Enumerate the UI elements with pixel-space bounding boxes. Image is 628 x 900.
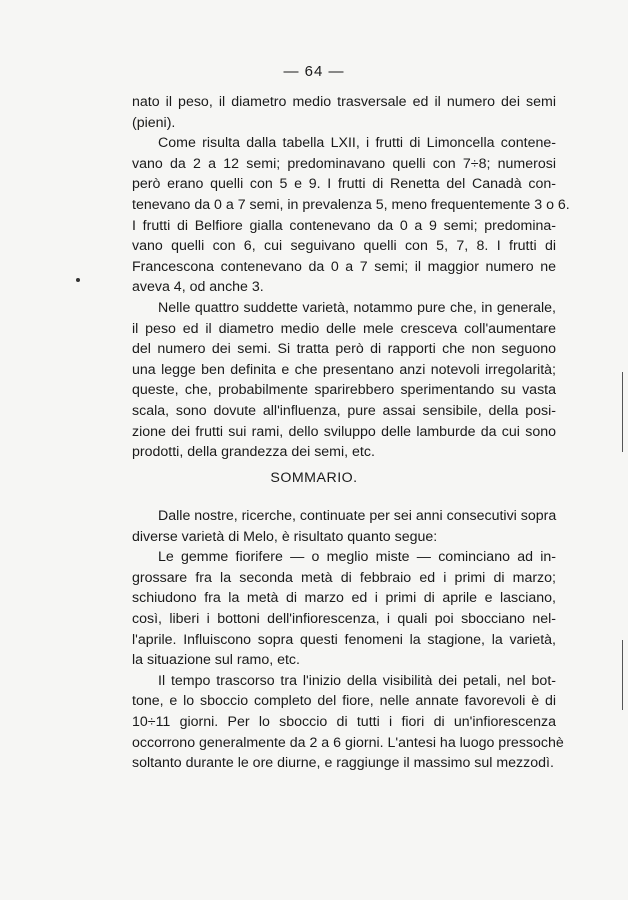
scan-edge-mark	[622, 640, 623, 710]
text-line: il peso ed il diametro medio delle mele cresceva coll'aumentare	[132, 320, 556, 337]
text-block-summary	[132, 506, 564, 774]
text-line: queste, che, probabilmente sparirebbero sperimentando su vasta	[132, 382, 556, 399]
page-number: — 64 —	[283, 63, 345, 80]
text-line: grossare fra la seconda metà di febbraio ed i primi di marzo;	[132, 569, 556, 586]
text-line: prodotti, della grandezza dei semi, etc.	[132, 444, 375, 461]
text-line: I frutti di Belfiore gialla contenevano da 0 a 9 semi; predomina-	[132, 217, 556, 234]
text-line: vano da 2 a 12 semi; predominavano quelli con 7÷8; numerosi	[132, 155, 556, 172]
text-line: tenevano da 0 a 7 semi, in prevalenza 5, meno frequentemente 3 o 6.	[132, 196, 570, 213]
margin-bullet	[76, 278, 80, 282]
section-heading: SOMMARIO.	[270, 470, 358, 486]
text-line: Nelle quattro suddette varietà, notammo pure che, in generale,	[158, 299, 556, 316]
text-line: Francescona contenevano da 0 a 7 semi; il maggior numero ne	[132, 258, 556, 275]
scan-edge-mark	[622, 372, 623, 452]
text-line: Il tempo trascorso tra l'inizio della visibilità dei petali, nel bot-	[158, 672, 556, 689]
text-line: nato il peso, il diametro medio trasversale ed il numero dei semi	[132, 94, 556, 110]
text-line: 10÷11 giorni. Per lo sboccio di tutti i fiori di un'infiorescenza	[132, 713, 556, 730]
text-line: occorrono generalmente da 2 a 6 giorni. L'antesi ha luogo pressochè	[132, 734, 564, 751]
text-line: scala, sono dovute all'influenza, pure assai sensibile, della posi-	[132, 402, 556, 419]
text-line: soltanto durante le ore diurne, e raggiunge il massimo sul mezzodì.	[132, 755, 554, 772]
text-line: però erano quelli con 5 e 9. I frutti di Renetta del Canadà con-	[132, 176, 556, 193]
text-line: tone, e lo sboccio completo del fiore, nelle annate favorevoli è di	[132, 693, 556, 710]
text-line: (pieni).	[132, 114, 176, 131]
text-block-top	[132, 92, 570, 463]
text-line: vano quelli con 6, cui seguivano quelli con 5, 7, 8. I frutti di	[132, 238, 556, 255]
text-line: Dalle nostre, ricerche, continuate per sei anni consecutivi sopra	[158, 508, 557, 524]
text-line: Le gemme fiorifere — o meglio miste — cominciano ad in-	[158, 549, 556, 566]
text-line: Come risulta dalla tabella LXII, i frutti di Limoncella contene-	[158, 135, 556, 152]
text-line: schiudono fra la metà di marzo ed i primi di aprile e lasciano,	[132, 590, 556, 607]
text-line: una legge ben definita e che presentano anzi notevoli irregolarità;	[132, 361, 556, 378]
text-line: l'aprile. Influiscono sopra questi fenomeni la stagione, la varietà,	[132, 631, 556, 648]
text-line: diverse varietà di Melo, è risultato quanto segue:	[132, 528, 438, 545]
text-line: zione dei frutti sui rami, dello sviluppo delle lamburde da cui sono	[132, 423, 556, 440]
text-line: la situazione sul ramo, etc.	[132, 652, 300, 669]
text-line: del numero dei semi. Si tratta però di rapporti che non seguono	[132, 341, 556, 358]
text-line: aveva 4, od anche 3.	[132, 279, 264, 296]
text-line: così, liberi i bottoni dell'infiorescenza, i quali poi sbocciano nel-	[132, 610, 556, 627]
